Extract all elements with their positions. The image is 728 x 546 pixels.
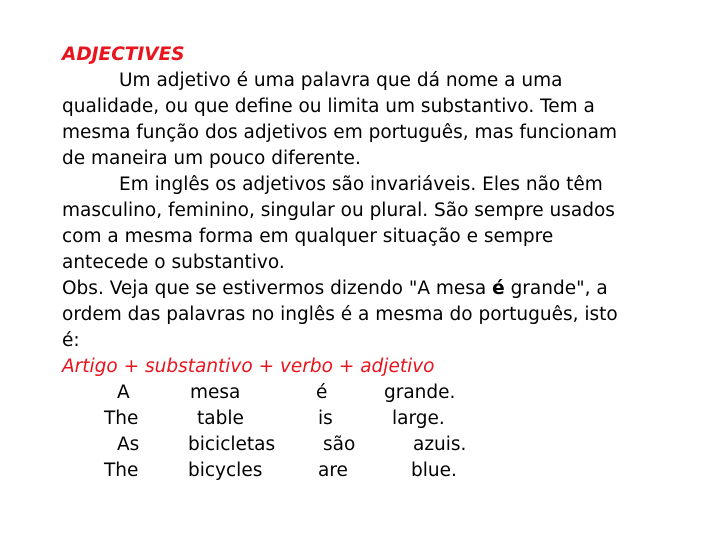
paragraph-1-line-3: mesma função dos adjetivos em português, mas funcionam: [62, 122, 618, 143]
example-cell: bicycles: [188, 460, 263, 481]
example-cell: blue.: [411, 460, 457, 481]
paragraph-1-line-4: de maneira um pouco diferente.: [62, 148, 361, 169]
obs-line-3: é:: [62, 330, 80, 351]
example-cell: table: [197, 408, 244, 429]
example-cell: bicicletas: [188, 434, 276, 455]
obs-line-1: [62, 276, 608, 302]
formula: Artigo + substantivo + verbo + adjetivo: [62, 356, 435, 377]
example-cell: grande.: [384, 382, 456, 403]
example-cell: mesa: [190, 382, 241, 403]
paragraph-1-line-1: Um adjetivo é uma palavra que dá nome a uma: [119, 70, 563, 91]
example-cell: azuis.: [413, 434, 467, 455]
paragraph-2-line-1: Em inglês os adjetivos são invariáveis. Eles não têm: [119, 174, 603, 195]
paragraph-2-line-2: masculino, feminino, singular ou plural. São sempre usados: [62, 200, 615, 221]
example-cell: is: [318, 408, 333, 429]
obs-line-2: ordem das palavras no inglês é a mesma do português, isto: [62, 304, 618, 325]
example-cell: are: [318, 460, 348, 481]
example-cell: As: [117, 434, 140, 455]
obs-text-before: Obs. Veja que se estivermos dizendo "A mesa: [62, 278, 493, 299]
example-cell: large.: [392, 408, 445, 429]
example-cell: The: [104, 460, 139, 481]
obs-bold-verb: é: [492, 278, 505, 299]
example-cell: são: [323, 434, 356, 455]
example-cell: The: [104, 408, 139, 429]
example-cell: é: [316, 382, 328, 403]
slide-title: ADJECTIVES: [62, 44, 185, 65]
paragraph-2-line-3: com a mesma forma em qualquer situação e sempre: [62, 226, 554, 247]
obs-text-after: grande", a: [504, 278, 608, 299]
paragraph-1-line-2: qualidade, ou que define ou limita um substantivo. Tem a: [62, 96, 595, 117]
paragraph-2-line-4: antecede o substantivo.: [62, 252, 285, 273]
example-cell: A: [117, 382, 130, 403]
